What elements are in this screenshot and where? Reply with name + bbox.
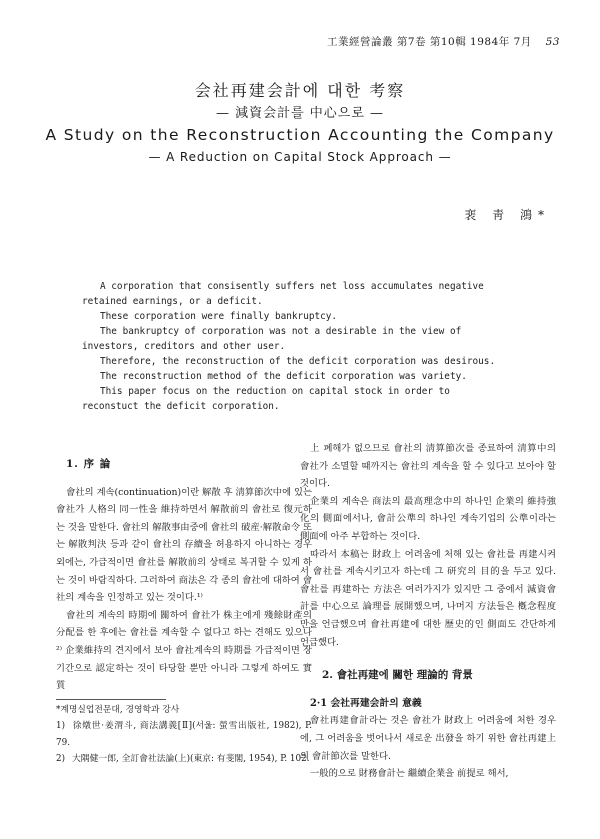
- footnote-number: 2): [56, 754, 66, 765]
- section-heading-theory: 2. 會社再建에 關한 理論的 背景: [322, 669, 473, 682]
- body-paragraph: 上 폐해가 없으므로 會社의 淸算節次를 종료하여 淸算中의 會社가 소멸할 때까지는 會社의 계속을 할 수 있다고 보아야 할 것이다.: [300, 443, 556, 490]
- footnote-2: [56, 751, 312, 768]
- body-paragraph: 會社再建會計라는 것은 會社가 財政上 어려움에 처한 경우에, 그 어려움을 벗어나서 새로운 出發을 하기 위한 會社再建上의 會計節次를 말한다.: [300, 715, 556, 762]
- footnote-affiliation: *계명실업전문대, 경영학과 강사: [56, 704, 180, 715]
- body-paragraph: 會社의 계속의 時期에 關하여 會社가 株主에게 殘餘財產의 分配를 한 후에는 會社를 계속할 수 없다고 하는 견해도 있으나²⁾ 企業維持의 견지에서 보아 會社계속의 時期를 가급적이면 장기간으로 認定하는 것이 타당할 뿐만 아니라 그렇게 하여도 實質: [56, 609, 312, 692]
- abstract-line-4: Therefore, the reconstruction of the deficit corporation was desirous.: [100, 356, 496, 367]
- sub-heading: 2·1 会社再建会計의 意義: [310, 697, 422, 709]
- body-paragraph: 會社의 계속(continuation)이란 解散 후 淸算節次中에 있는 會社가 人格의 同一性을 維持하면서 解散前의 會社로 復元하는 것을 말한다. 會社의 解散事由중에 會社의 破産·解散命令 또는 解散判決 등과 같이 會社의 存續을 허용하지 아니하는 경우 외에는, 가급적이면 會社를 解散前의 상태로 복귀할 수 있게 하는 것이 바람직하다. 그러하여 商法은 각 종의 會社에 대하여 會社의 계속을 인정하고 있는 것이다.¹⁾: [56, 486, 312, 604]
- footnote-text: 徐燉世·姜渭斗, 商法講義[Ⅱ](서울: 螢雪出版社, 1982), P. 79.: [56, 721, 312, 748]
- abstract-line-3: The bankruptcy of corporation was not a desirable in the view of investors, creditors and other user.: [82, 326, 462, 352]
- footnote-number: 1): [56, 721, 66, 732]
- abstract: [82, 279, 512, 414]
- subtitle-korean: — 減資会計를 中心으로 —: [215, 106, 385, 121]
- body-paragraph: 企業의 계속은 商法의 最高理念中의 하나인 企業의 維持強化의 側面에서나, 會計公準의 하나인 계속기업의 公準이라는 側面에 아주 부합하는 것이다.: [300, 495, 556, 542]
- section-heading-introduction: 1. 序 論: [66, 458, 112, 470]
- footnote-text: 大隅健一郎, 全訂會社法論(上)(東京: 有斐閣, 1954), P. 102.: [72, 754, 310, 765]
- title-korean: 会社再建会計에 대한 考察: [194, 81, 406, 100]
- body-paragraph: 一般的으로 財務會計는 繼續企業을 前提로 해서,: [310, 768, 509, 780]
- journal-info: 工業經營論叢 第7卷 第10輯 1984年 7月: [326, 36, 532, 48]
- title-english: A Study on the Reconstruction Accounting the Company: [45, 126, 555, 144]
- spacer: [300, 651, 556, 661]
- body-paragraph: 따라서 本稿는 財政上 어려움에 처해 있는 會社를 再建시켜서 會社를 계속시키고자 하는데 그 研究의 目的을 두고 있다. 會社를 再建하는 方法은 여러가지가 있지만 그 중에서 減資會計를 中心으로 論理를 展開했으며, 나머지 方法들은 槪念程度만을 언급했으며 會社再建에 대한 歷史的인 側面도 간단하게 언급했다.: [300, 548, 556, 648]
- footnote-1: [56, 718, 312, 751]
- author-name: 裵 靑 鴻*: [464, 208, 550, 222]
- abstract-line-2: These corporation were finally bankruptcy.: [100, 311, 338, 322]
- abstract-line-1: A corporation that consisently suffers net loss accumulates negative retained earnings, or a deficit.: [82, 281, 484, 307]
- left-column: [56, 448, 312, 768]
- abstract-line-6: This paper focus on the reduction on capital stock in order to reconstuct the deficit corporation.: [82, 386, 450, 412]
- abstract-line-5: The reconstruction method of the deficit corporation was variety.: [100, 371, 467, 382]
- page-number: 53: [545, 36, 560, 48]
- running-header: [327, 34, 560, 49]
- right-column: [300, 440, 556, 783]
- subtitle-english: — A Reduction on Capital Stock Approach —: [148, 150, 452, 164]
- footnote-divider: [56, 699, 166, 700]
